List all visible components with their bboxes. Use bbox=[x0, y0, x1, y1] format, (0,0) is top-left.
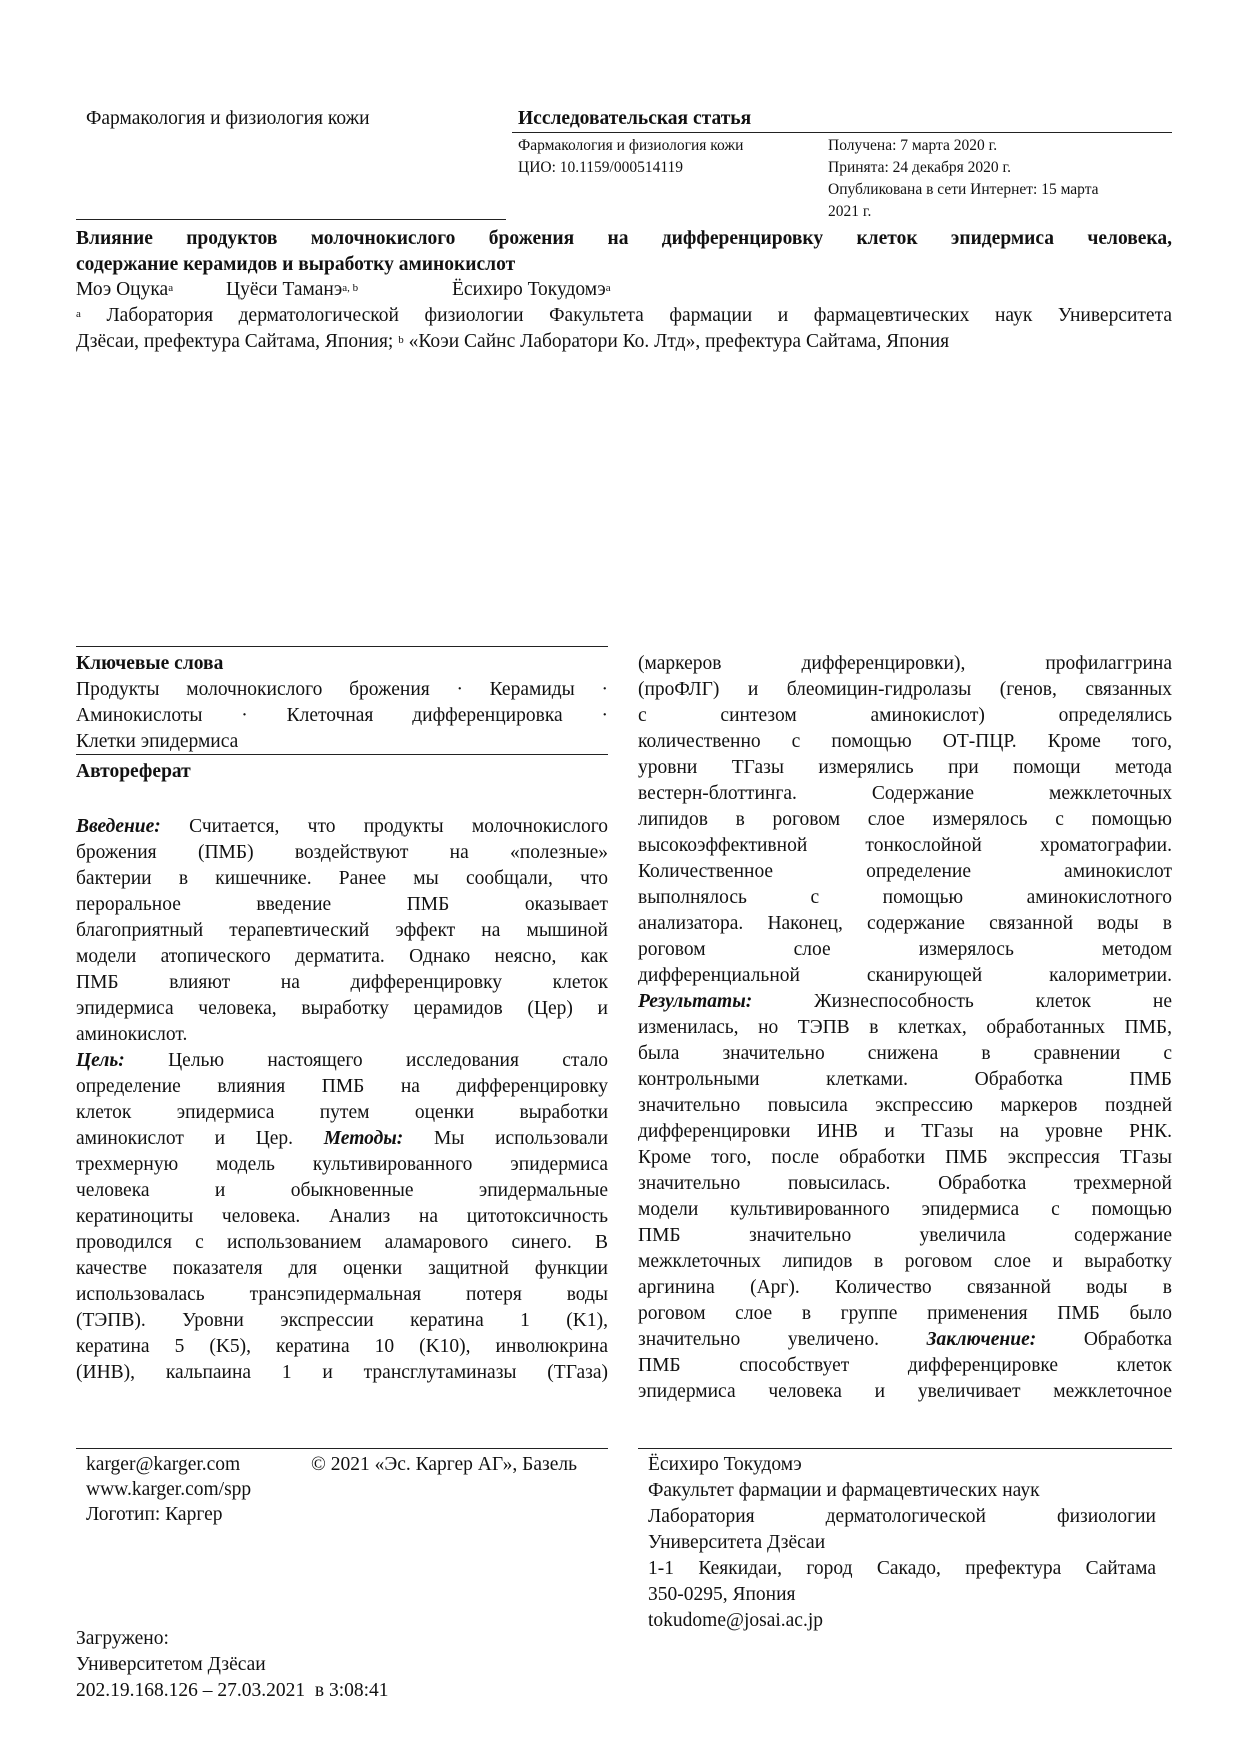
article-title-line2: содержание керамидов и выработку аминокислот bbox=[76, 254, 516, 275]
running-journal-title: Фармакология и физиология кожи bbox=[86, 108, 370, 129]
keywords-top-rule bbox=[76, 646, 608, 647]
title-rule bbox=[76, 219, 506, 220]
author-1: Моэ Оцука$^a$ bbox=[76, 279, 174, 300]
affiliation-line2: Дзёсаи, префектура Сайтама, Япония; $^b$ «Коэи Сайнс Лаборатори Ко. Лтд», префектура Сайтама, Япония bbox=[76, 331, 950, 352]
label-conclusion: Заключение: bbox=[926, 1329, 1037, 1350]
publisher-logo-text: Логотип: Каргер bbox=[86, 1504, 223, 1525]
label-introduction: Введение: bbox=[76, 816, 161, 837]
footer-right-rule bbox=[638, 1448, 1172, 1449]
abstract-right-column: (маркеров дифференцировки), профилаггрина (проФЛГ) и блеомицин-гидролазы (генов, связанных с синтезом аминокислот) определялись количественно с помощью ОТ-ПЦР. Кроме того, уровни ТГазы измерялись при помощи метода вестерн-блоттинга. Содержание межклеточных липидов в роговом слое измерялось с помощью высокоэффективной тонкослойной хроматографии. Количественное определение аминокислот выполнялось с помощью аминокислотного анализатора. Наконец, содержание связанной воды в роговом слое измерялось методом дифференциальной сканирующей калориметрии. Результаты: Жизнеспособность клеток не изменилась, но ТЭПВ в клетках, обработанных ПМБ, была значительно снижена в сравнении с контрольными клетками. Обработка ПМБ значительно повысила экспрессию маркеров поздней дифференцировки ИНВ и ТГазы на уровне РНК. Кроме того, после обработки ПМБ экспрессия ТГазы значительно повысилась. Обработка трехмерной модели культивированного эпидермиса с помощью ПМБ значительно увеличила содержание межклеточных липидов в роговом слое и выработку аргинина (Арг). Количество связанной воды в роговом слое в группе применения ПМБ было значительно увеличено. Заключение: Обработка ПМБ способствует дифференцировке клеток эпидермиса человека и увеличивает межклеточное bbox=[638, 653, 1172, 1402]
label-results: Результаты: bbox=[638, 991, 753, 1012]
article-type: Исследовательская статья bbox=[518, 108, 752, 129]
label-methods: Методы: bbox=[323, 1128, 404, 1149]
author-2: Цуёси Таманэ$^{a, b}$ bbox=[226, 279, 359, 300]
affiliation-line1: $^a$ Лаборатория дерматологической физиологии Факультета фармации и фармацевтических наук Университета bbox=[76, 305, 1172, 326]
doi: ЦИО: 10.1159/000514119 bbox=[518, 159, 684, 176]
abstract-heading: Автореферат bbox=[76, 761, 191, 782]
correspondence-email: tokudome@josai.ac.jp bbox=[648, 1610, 824, 1631]
label-aim: Цель: bbox=[76, 1050, 125, 1071]
keywords-bottom-rule bbox=[76, 754, 608, 755]
header-rule bbox=[512, 132, 1172, 133]
received-date: Получена: 7 марта 2020 г. bbox=[828, 137, 998, 154]
keywords-list: Продукты молочнокислого брожения · Керамиды · Аминокислоты · Клеточная дифференцировка · Клетки эпидермиса bbox=[76, 679, 608, 752]
accepted-date: Принята: 24 декабря 2020 г. bbox=[828, 159, 1012, 176]
journal-name: Фармакология и физиология кожи bbox=[518, 137, 744, 154]
correspondence-block: Ёсихиро Токудомэ Факультет фармации и фармацевтических наук Лаборатория дерматологической физиологии Университета Дзёсаи 1-1 Кеякидаи, город Сакадо, префектура Сайтама 350-0295, Япония tokudome@josai.ac.jp bbox=[648, 1452, 1156, 1634]
abstract-left-column: Введение: Считается, что продукты молочнокислого брожения (ПМБ) воздействуют на «полезные» бактерии в кишечнике. Ранее мы сообщали, что пероральное введение ПМБ оказывает благоприятный терапевтический эффект на мышиной модели атопического дерматита. Однако неясно, как ПМБ влияют на дифференцировку клеток эпидермиса человека, выработку церамидов (Цер) и аминокислот. Цель: Целью настоящего исследования стало определение влияния ПМБ на дифференцировку клеток эпидермиса путем оценки выработки аминокислот и Цер. Методы: Мы использовали трехмерную модель культивированного эпидермиса человека и обыкновенные эпидермальные кератиноциты человека. Анализ на цитотоксичность проводился с использованием аламарового синего. В качестве показателя для оценки защитной функции использовалась трансэпидермальная потеря воды (ТЭПВ). Уровни экспрессии кератина 1 (K1), кератина 5 (K5), кератина 10 (K10), инволюкрина (ИНВ), кальпаина 1 и трансглутаминазы (ТГаза) bbox=[76, 816, 609, 1383]
publisher-email: karger@karger.com bbox=[86, 1454, 241, 1475]
keywords-heading: Ключевые слова bbox=[76, 653, 224, 674]
published-date-line1: Опубликована в сети Интернет: 15 марта bbox=[828, 181, 1099, 198]
article-title-line1: Влияние продуктов молочнокислого брожения на дифференцировку клеток эпидермиса человека, bbox=[76, 228, 1172, 249]
footer-left-rule bbox=[76, 1448, 608, 1449]
published-date-line2: 2021 г. bbox=[828, 203, 872, 220]
publisher-website: www.karger.com/spp bbox=[86, 1479, 252, 1500]
copyright: © 2021 «Эс. Каргер АГ», Базель bbox=[311, 1454, 577, 1475]
author-3: Ёсихиро Токудомэ$^a$ bbox=[452, 279, 611, 300]
download-info: Загружено: Университетом Дзёсаи 202.19.168.126 – 27.03.2021 в 3:08:41 bbox=[76, 1628, 389, 1701]
